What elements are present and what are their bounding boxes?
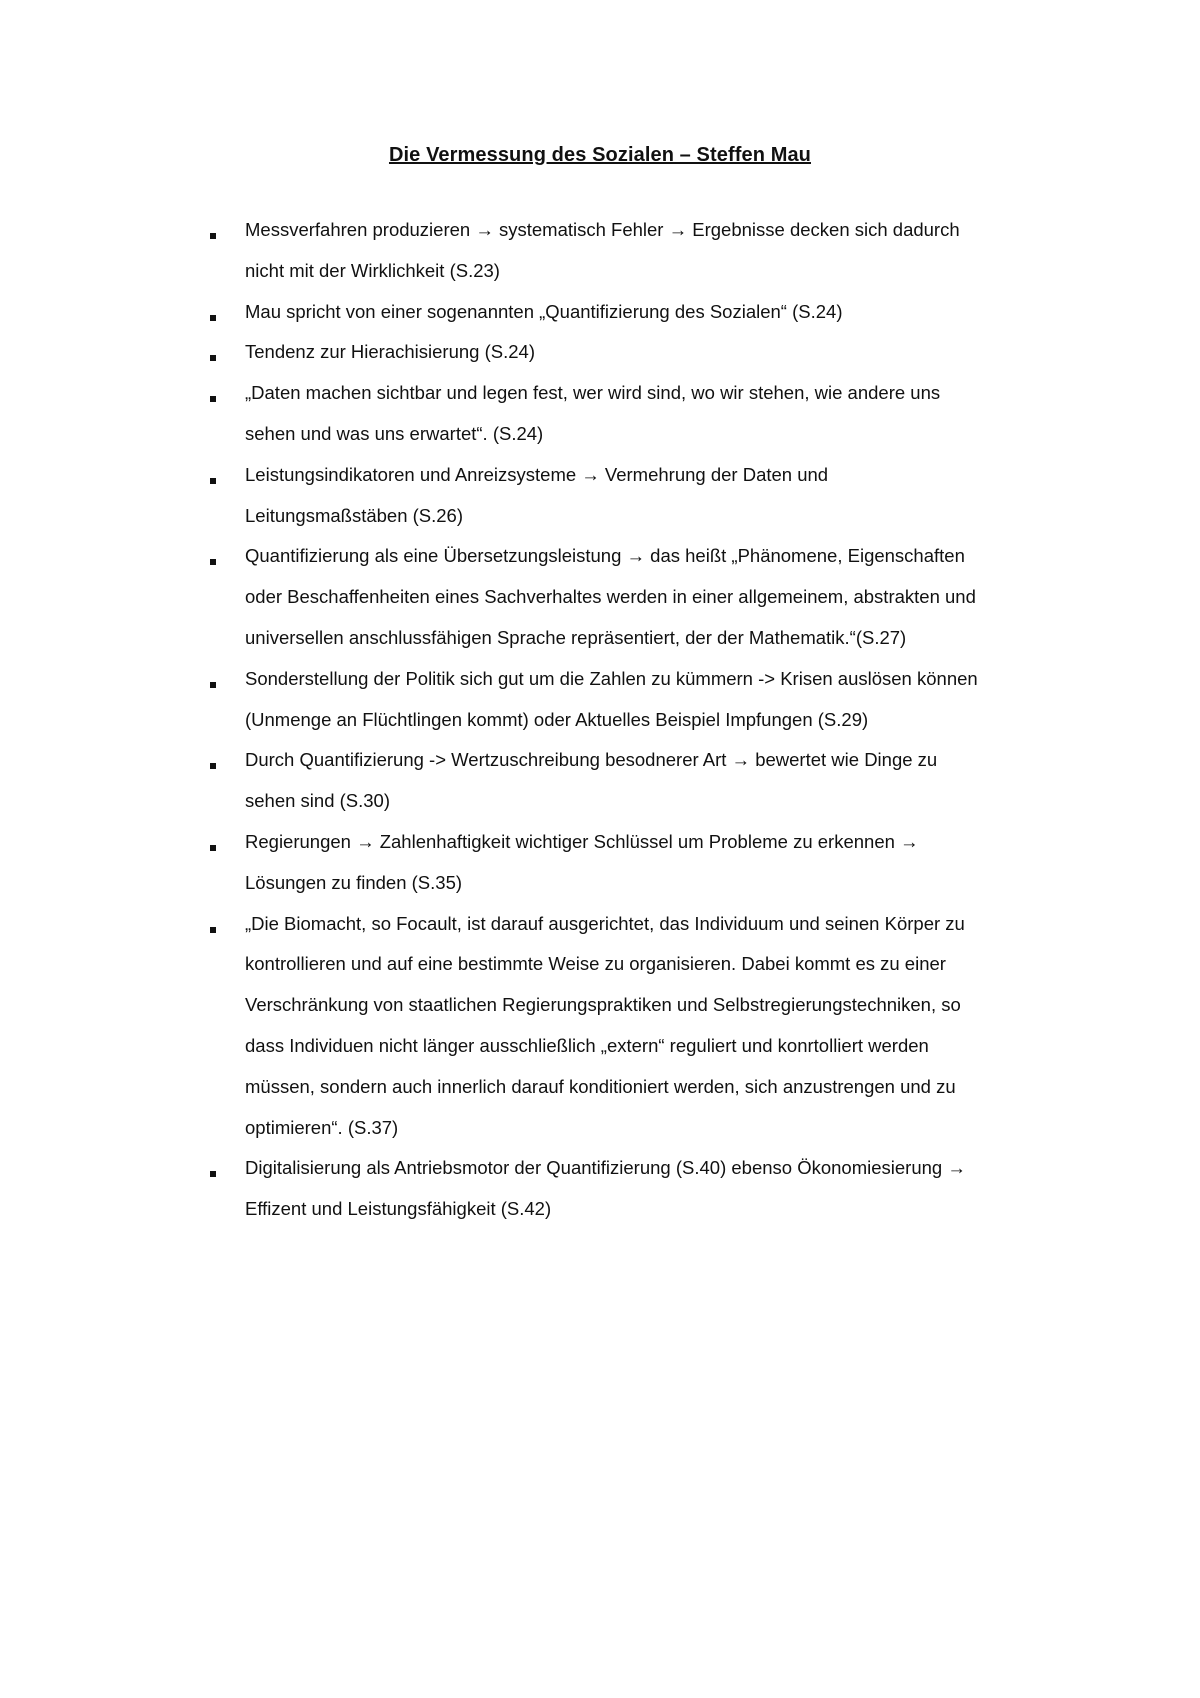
- bullet-text-line: oder Beschaffenheiten eines Sachverhaltes werden in einer allgemeinem, abstrakten und: [245, 586, 976, 608]
- bullet-marker-icon: [210, 1158, 216, 1198]
- bullet-text-line: dass Individuen nicht länger ausschließlich „extern“ reguliert und konrtolliert werden: [245, 1034, 929, 1056]
- bullet-text-line: nicht mit der Wirklichkeit (S.23): [245, 259, 500, 281]
- bullet-marker-icon: [210, 383, 216, 423]
- bullet-text-line: universellen anschlussfähigen Sprache repräsentiert, der der Mathematik.“(S.27): [245, 626, 907, 648]
- bullet-text-line: Leistungsindikatoren und Anreizsysteme → Vermehrung der Daten und: [245, 463, 829, 485]
- bullet-marker-icon: [210, 302, 216, 342]
- bullet-text-line: „Daten machen sichtbar und legen fest, wer wird sind, wo wir stehen, wie andere uns: [245, 382, 941, 404]
- bullet-item: [203, 750, 1063, 832]
- bullet-marker-icon: [210, 342, 216, 382]
- bullet-text-line: optimieren“. (S.37): [245, 1116, 399, 1138]
- bullet-item: [203, 914, 1063, 1159]
- bullet-text-line: sehen und was uns erwartet“. (S.24): [245, 422, 544, 444]
- bullet-text-line: sehen sind (S.30): [245, 790, 391, 812]
- bullet-text-line: Regierungen → Zahlenhaftigkeit wichtiger Schlüssel um Probleme zu erkennen →: [245, 830, 919, 852]
- bullet-text-line: Effizent und Leistungsfähigkeit (S.42): [245, 1198, 552, 1220]
- bullet-text-line: „Die Biomacht, so Focault, ist darauf ausgerichtet, das Individuum und seinen Körper zu: [245, 912, 965, 934]
- bullet-marker-icon: [210, 220, 216, 260]
- bullet-item: [203, 383, 1063, 465]
- bullet-text-line: Mau spricht von einer sogenannten „Quantifizierung des Sozialen“ (S.24): [245, 300, 843, 322]
- bullet-text-line: Quantifizierung als eine Übersetzungsleistung → das heißt „Phänomene, Eigenschaften: [245, 545, 965, 567]
- bullet-text-line: Lösungen zu finden (S.35): [245, 871, 463, 893]
- bullet-text-line: Tendenz zur Hierachisierung (S.24): [245, 341, 535, 363]
- bullet-text-line: Durch Quantifizierung -> Wertzuschreibung besodnerer Art → bewertet wie Dinge zu: [245, 749, 938, 771]
- bullet-text-line: (Unmenge an Flüchtlingen kommt) oder Aktuelles Beispiel Impfungen (S.29): [245, 708, 869, 730]
- bullet-text-line: müssen, sondern auch innerlich darauf konditioniert werden, sich anzustrengen und zu: [245, 1075, 956, 1097]
- bullet-marker-icon: [210, 914, 216, 954]
- bullet-list: [203, 220, 1063, 1240]
- bullet-item: [203, 342, 1063, 383]
- bullet-marker-icon: [210, 750, 216, 790]
- bullet-marker-icon: [210, 832, 216, 872]
- bullet-item: [203, 465, 1063, 547]
- bullet-item: [203, 302, 1063, 343]
- bullet-text-line: kontrollieren und auf eine bestimmte Weise zu organisieren. Dabei kommt es zu einer: [245, 953, 946, 975]
- bullet-item: [203, 669, 1063, 751]
- document-title: Die Vermessung des Sozialen – Steffen Mau: [388, 144, 811, 166]
- bullet-text-line: Verschränkung von staatlichen Regierungspraktiken und Selbstregierungstechniken, so: [245, 994, 961, 1016]
- bullet-item: [203, 1158, 1063, 1240]
- bullet-text-line: Sonderstellung der Politik sich gut um die Zahlen zu kümmern -> Krisen auslösen können: [245, 667, 978, 689]
- bullet-text-line: Messverfahren produzieren → systematisch Fehler → Ergebnisse decken sich dadurch: [245, 219, 960, 240]
- bullet-item: [203, 832, 1063, 914]
- bullet-text-line: Digitalisierung als Antriebsmotor der Quantifizierung (S.40) ebenso Ökonomiesierung →: [245, 1157, 966, 1179]
- bullet-marker-icon: [210, 669, 216, 709]
- bullet-text-line: Leitungsmaßstäben (S.26): [245, 504, 464, 526]
- bullet-marker-icon: [210, 546, 216, 586]
- bullet-item: [203, 546, 1063, 668]
- bullet-marker-icon: [210, 465, 216, 505]
- bullet-item: [203, 220, 1063, 302]
